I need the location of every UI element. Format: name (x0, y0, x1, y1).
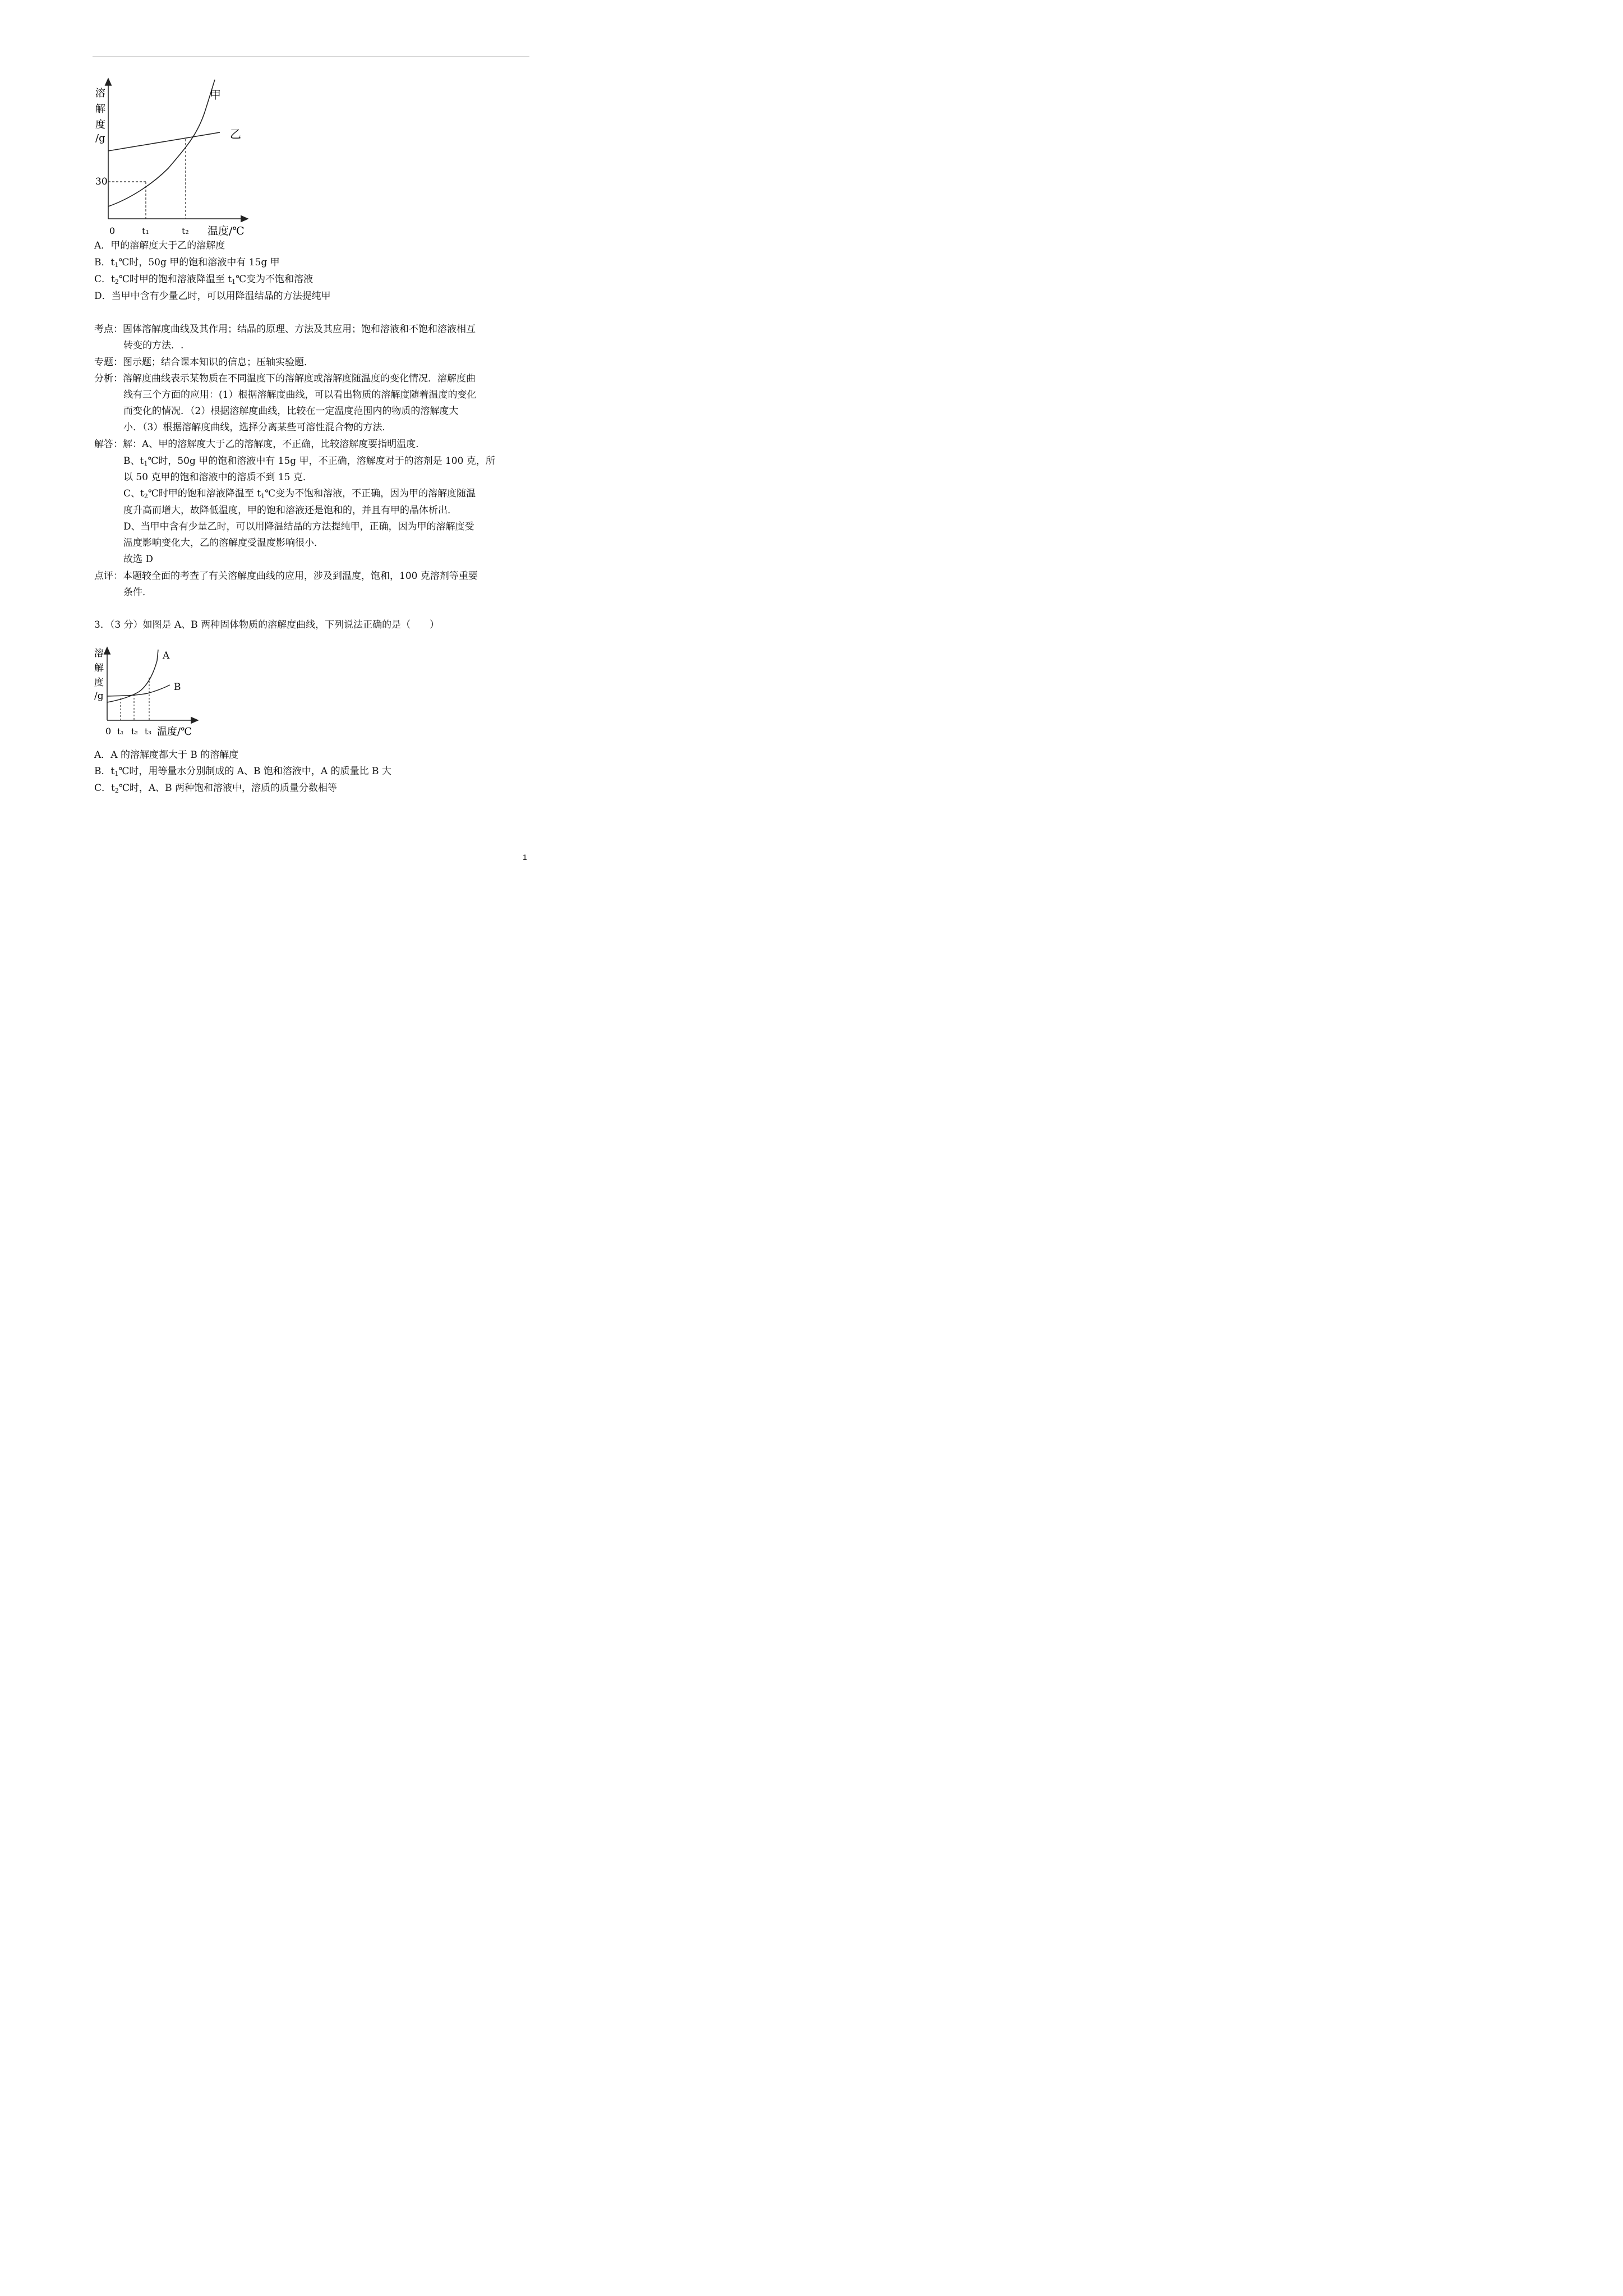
y2-label-3: 度 (94, 677, 104, 688)
zhuanti-line: 专题：图示题；结合课本知识的信息；压轴实验题． (94, 357, 313, 368)
y2-label-1: 溶 (94, 648, 104, 659)
q3-option-a: A．A 的溶解度都大于 B 的溶解度 (94, 749, 239, 761)
series-yi-label: 乙 (230, 127, 241, 141)
zhuanti-label: 专题： (94, 357, 123, 368)
q2-option-c: C．$t_2℃$时甲的饱和溶液降温至 $t_1℃$变为不饱和溶液 (94, 274, 313, 286)
jieda-line-6: D、当甲中含有少量乙时，可以用降温结晶的方法提纯甲，正确，因为甲的溶解度受 (123, 521, 474, 532)
x-tick-t1: t₁ (142, 226, 149, 236)
y-label-4: /g (95, 132, 105, 144)
series-jia-curve (108, 80, 215, 206)
jieda-line-2: B、$t_1℃$时，50g 甲的饱和溶液中有 15g 甲，不正确，溶解度对于的溶剂是 100 克，所 (123, 455, 495, 467)
series-b-label: B (174, 682, 181, 693)
solubility-chart-1 (90, 73, 258, 241)
y-label-3: 度 (95, 119, 105, 131)
x2-tick-t1: t₁ (117, 726, 125, 737)
y2-label-4: /g (94, 691, 104, 702)
q3-option-c: C．$t_2℃$时，A、B 两种饱和溶液中，溶质的质量分数相等 (94, 783, 338, 794)
x2-tick-t3: t₃ (145, 726, 152, 737)
x2-tick-t2: t₂ (131, 726, 139, 737)
x-axis-label: 温度/℃ (208, 225, 245, 237)
fenxi-line-2: 线有三个方面的应用：(1）根据溶解度曲线，可以看出物质的溶解度随着温度的变化 (123, 389, 477, 401)
x2-tick-0: 0 (105, 726, 112, 737)
solubility-chart-2 (91, 644, 204, 739)
fenxi-label: 分析： (94, 373, 123, 384)
series-jia-label: 甲 (210, 88, 221, 102)
q2-option-d: D．当甲中含有少量乙时，可以用降温结晶的方法提纯甲 (94, 291, 331, 302)
q2-option-a: A．甲的溶解度大于乙的溶解度 (94, 240, 225, 251)
series-b-curve (107, 685, 170, 696)
y-label-1: 溶 (95, 88, 105, 99)
jieda-line-1: 解答：解：A、甲的溶解度大于乙的溶解度，不正确，比较溶解度要指明温度． (94, 439, 426, 450)
q3-stem: 3．（3 分）如图是 A、B 两种固体物质的溶解度曲线，下列说法正确的是（ ） (94, 619, 440, 631)
dianping-line-2: 条件． (123, 587, 152, 598)
q3-option-b: B．$t_1℃$时，用等量水分别制成的 A、B 饱和溶液中，A 的质量比 B 大 (94, 766, 391, 777)
jieda-line-8: 故选 D (123, 554, 154, 565)
q2-option-b: B．$t_1℃$时，50g 甲的饱和溶液中有 15g 甲 (94, 257, 280, 269)
kaodian-line-1: 考点：固体溶解度曲线及其作用；结晶的原理、方法及其应用；饱和溶液和不饱和溶液相互 (94, 324, 476, 335)
jieda-line-7: 温度影响变化大，乙的溶解度受温度影响很小． (123, 537, 324, 549)
dianping-line-1: 点评：本题较全面的考查了有关溶解度曲线的应用，涉及到温度，饱和，100 克溶剂等重要 (94, 570, 478, 582)
fenxi-line-3: 而变化的情况．（2）根据溶解度曲线，比较在一定温度范围内的物质的溶解度大 (123, 406, 459, 417)
jieda-line-5: 度升高而增大，故降低温度，甲的饱和溶液还是饱和的，并且有甲的晶体析出． (123, 505, 457, 516)
page-number: 1 (523, 853, 527, 862)
x2-axis-label: 温度/℃ (157, 726, 192, 738)
jieda-line-3: 以 50 克甲的饱和溶液中的溶质不到 15 克． (123, 472, 312, 483)
fenxi-line-1: 分析：溶解度曲线表示某物质在不同温度下的溶解度或溶解度随温度的变化情况．溶解度曲 (94, 373, 476, 384)
fenxi-line-4: 小．（3）根据溶解度曲线，选择分离某些可溶性混合物的方法． (123, 422, 392, 433)
kaodian-line-2: 转变的方法．. (123, 340, 184, 351)
jieda-label: 解答： (94, 439, 123, 450)
series-yi-curve (108, 132, 220, 151)
x-tick-t2: t₂ (182, 226, 189, 236)
y-tick-30: 30 (95, 176, 108, 187)
x-tick-0: 0 (109, 226, 116, 236)
kaodian-label: 考点： (94, 324, 123, 335)
series-a-curve (107, 650, 158, 702)
jieda-line-4: C、$t_2℃$时甲的饱和溶液降温至 $t_1℃$变为不饱和溶液，不正确，因为甲的溶解度随温 (123, 488, 476, 500)
y-label-2: 解 (95, 103, 105, 115)
dianping-label: 点评： (94, 570, 123, 582)
series-a-label: A (163, 650, 170, 661)
y2-label-2: 解 (94, 662, 104, 674)
